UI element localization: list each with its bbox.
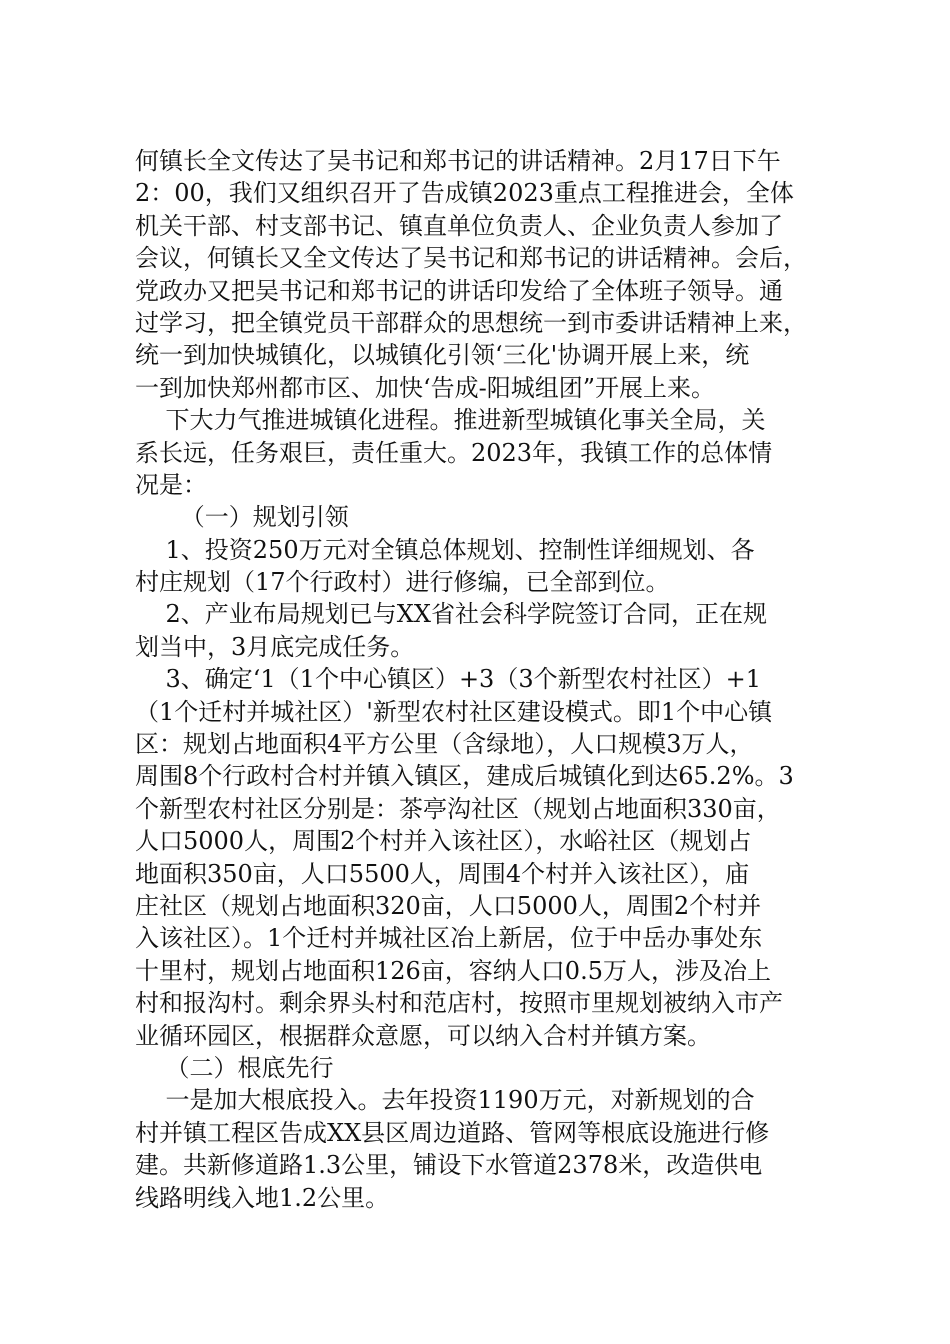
section-heading-foundation: （二）根底先行 [135, 1053, 334, 1082]
text-line: 周围8个行政村合村并镇入镇区，建成后城镇化到达65.2%。3 [135, 762, 794, 791]
text-line: 村庄规划（17个行政村）进行修编，已全部到位。 [135, 568, 670, 597]
list-item-3: 3、确定‘1（1个中心镇区）+3（3个新型农村社区）+1 [135, 665, 761, 694]
text-line: 一到加快郑州都市区、加快‘告成-阳城组团”开展上来。 [135, 373, 716, 402]
text-line: 村和报沟村。剩余界头村和范店村，按照市里规划被纳入市产 [135, 989, 783, 1018]
text-line: （1个迁村并城社区）'新型农村社区建设模式。即1个中心镇 [135, 697, 773, 726]
text-line: 业循环园区，根据群众意愿，可以纳入合村并镇方案。 [135, 1021, 711, 1050]
text-line: 村并镇工程区告成XX县区周边道路、管网等根底设施进行修 [135, 1118, 770, 1147]
text-line: 会议，何镇长又全文传达了吴书记和郑书记的讲话精神。会后， [135, 244, 807, 273]
text-line: 统一到加快城镇化，以城镇化引领‘三化'协调开展上来，统 [135, 341, 750, 370]
text-line: 区：规划占地面积4平方公里（含绿地），人口规模3万人， [135, 730, 754, 759]
list-item-2: 2、产业布局规划已与XX省社会科学院签订合同，正在规 [135, 600, 767, 629]
text-line: 划当中，3月底完成任务。 [135, 632, 415, 661]
list-item-1: 1、投资250万元对全镇总体规划、控制性详细规划、各 [135, 535, 755, 564]
text-line: 线路明线入地1.2公里。 [135, 1183, 390, 1212]
paragraph-start-line: 下大力气推进城镇化进程。推进新型城镇化事关全局，关 [135, 406, 766, 435]
text-line: 机关干部、村支部书记、镇直单位负责人、企业负责人参加了 [135, 211, 783, 240]
text-line: 入该社区）。1个迁村并城社区冶上新居，位于中岳办事处东 [135, 924, 763, 953]
text-line: 个新型农村社区分别是：茶亭沟社区（规划占地面积330亩， [135, 794, 781, 823]
text-line: 人口5000人，周围2个村并入该社区），水峪社区（规划占 [135, 827, 752, 856]
text-line: 况是： [135, 470, 207, 499]
text-line: 地面积350亩，人口5500人，周围4个村并入该社区），庙 [135, 859, 750, 888]
section-heading-planning: （一）规划引领 [135, 503, 349, 532]
text-line: 庄社区（规划占地面积320亩，人口5000人，周围2个村并 [135, 891, 762, 920]
text-line: 党政办又把吴书记和郑书记的讲话印发给了全体班子领导。通 [135, 276, 783, 305]
text-line: 系长远，任务艰巨，责任重大。2023年，我镇工作的总体情 [135, 438, 773, 467]
text-line: 过学习，把全镇党员干部群众的思想统一到市委讲话精神上来， [135, 308, 807, 337]
document-body [135, 145, 835, 1214]
paragraph-start-line: 一是加大根底投入。去年投资1190万元，对新规划的合 [135, 1086, 755, 1115]
text-line: 何镇长全文传达了吴书记和郑书记的讲话精神。2月17日下午 [135, 147, 781, 175]
text-line: 建。共新修道路1.3公里，铺设下水管道2378米，改造供电 [135, 1151, 763, 1180]
text-line: 十里村，规划占地面积126亩，容纳人口0.5万人，涉及冶上 [135, 956, 771, 985]
text-line: 2：00，我们又组织召开了告成镇2023重点工程推进会，全体 [135, 179, 794, 208]
